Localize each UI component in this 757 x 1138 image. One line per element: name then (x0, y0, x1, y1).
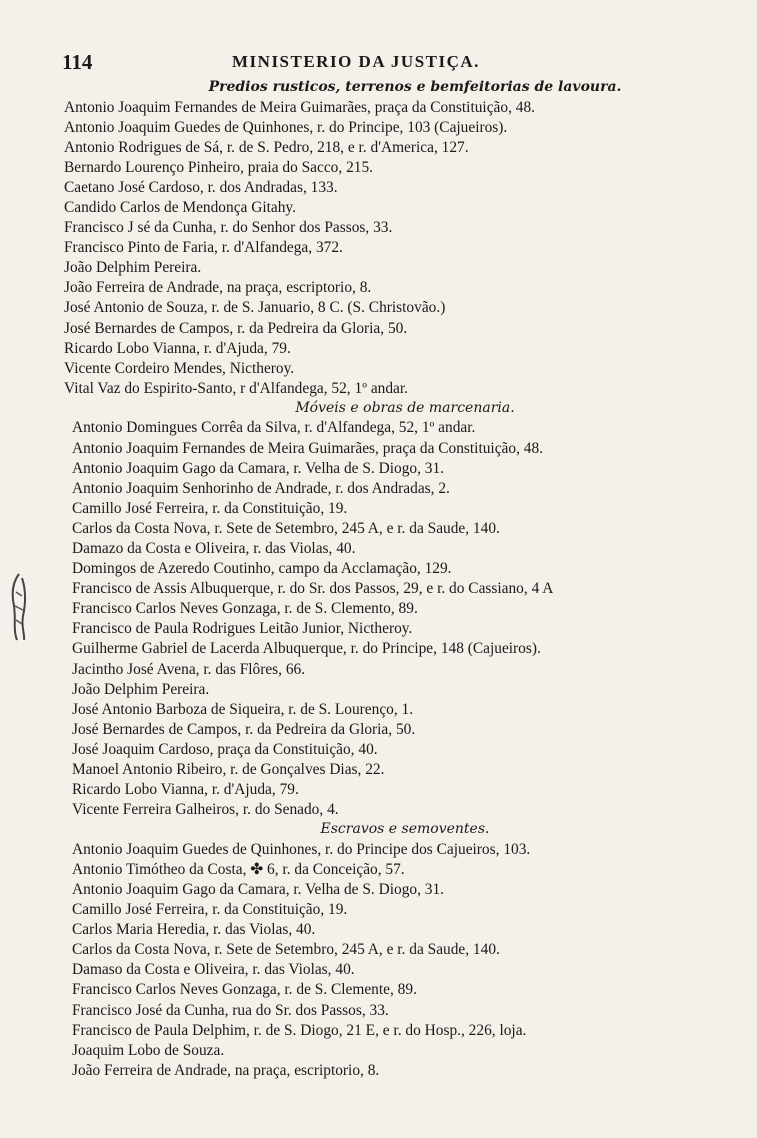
directory-entry: Antonio Joaquim Fernandes de Meira Guimarães, praça da Constituição, 48. (64, 98, 535, 116)
directory-entry: Francisco de Paula Delphim, r. de S. Diogo, 21 E, e r. do Hosp., 226, loja. (72, 1021, 527, 1039)
directory-entry: José Antonio Barboza de Siqueira, r. de S. Lourenço, 1. (72, 700, 414, 718)
directory-entry: Antonio Joaquim Guedes de Quinhones, r. do Principe dos Cajueiros, 103. (72, 840, 531, 858)
directory-entry: João Delphim Pereira. (72, 680, 210, 698)
directory-entry: Bernardo Lourenço Pinheiro, praia do Sacco, 215. (64, 158, 373, 176)
directory-entry: Francisco Pinto de Faria, r. d'Alfandega, 372. (64, 239, 343, 257)
directory-entry: Ricardo Lobo Vianna, r. d'Ajuda, 79. (64, 339, 291, 357)
directory-entry: José Joaquim Cardoso, praça da Constituição, 40. (72, 740, 378, 758)
directory-entry: Francisco J sé da Cunha, r. do Senhor dos Passos, 33. (64, 219, 393, 237)
directory-entry: Damaso da Costa e Oliveira, r. das Violas, 40. (72, 961, 355, 979)
directory-entry: João Ferreira de Andrade, na praça, escriptorio, 8. (64, 279, 372, 297)
directory-entry: Antonio Rodrigues de Sá, r. de S. Pedro, 218, e r. d'America, 127. (64, 138, 469, 156)
directory-entry: Joaquim Lobo de Souza. (72, 1041, 225, 1059)
margin-ink-mark (8, 572, 30, 642)
directory-entry: Caetano José Cardoso, r. dos Andradas, 133. (64, 178, 338, 196)
directory-entry: Francisco Carlos Neves Gonzaga, r. de S. Clemente, 89. (72, 981, 417, 999)
directory-entry: Vital Vaz do Espirito-Santo, r d'Alfandega, 52, 1º andar. (64, 379, 408, 397)
directory-entry: Vicente Cordeiro Mendes, Nictheroy. (64, 359, 295, 377)
directory-entry: José Antonio de Souza, r. de S. Januario, 8 C. (S. Christovão.) (64, 299, 446, 317)
directory-entry: Vicente Ferreira Galheiros, r. do Senado, 4. (72, 801, 339, 819)
directory-entry: José Bernardes de Campos, r. da Pedreira da Gloria, 50. (72, 720, 416, 738)
directory-entry: Candido Carlos de Mendonça Gitahy. (64, 198, 296, 216)
body-text (60, 78, 710, 1081)
directory-entry: Camillo José Ferreira, r. da Constituição, 19. (72, 901, 348, 919)
directory-entry: Antonio Joaquim Guedes de Quinhones, r. do Principe, 103 (Cajueiros). (64, 118, 508, 136)
directory-entry: Carlos da Costa Nova, r. Sete de Setembro, 245 A, e r. da Saude, 140. (72, 519, 500, 537)
page-number: 114 (62, 50, 93, 74)
directory-entry: Carlos da Costa Nova, r. Sete de Setembro, 245 A, e r. da Saude, 140. (72, 941, 500, 959)
directory-entry: João Delphim Pereira. (64, 259, 202, 277)
directory-entry: Jacintho José Avena, r. das Flôres, 66. (72, 660, 306, 678)
page-header (62, 42, 702, 74)
directory-entry: Damazo da Costa e Oliveira, r. das Violas, 40. (72, 539, 356, 557)
directory-entry: Francisco de Assis Albuquerque, r. do Sr. dos Passos, 29, e r. do Cassiano, 4 A (72, 580, 554, 598)
directory-entry: Francisco de Paula Rodrigues Leitão Junior, Nictheroy. (72, 620, 413, 638)
directory-entry: Ricardo Lobo Vianna, r. d'Ajuda, 79. (72, 781, 299, 799)
directory-entry: José Bernardes de Campos, r. da Pedreira da Gloria, 50. (64, 319, 408, 337)
directory-entry: Guilherme Gabriel de Lacerda Albuquerque, r. do Principe, 148 (Cajueiros). (72, 640, 541, 658)
running-head: MINISTERIO DA JUSTIÇA. (232, 52, 480, 71)
directory-entry: João Ferreira de Andrade, na praça, escriptorio, 8. (72, 1061, 380, 1079)
directory-entry: Manoel Antonio Ribeiro, r. de Gonçalves Dias, 22. (72, 761, 385, 778)
directory-entry: Antonio Joaquim Fernandes de Meira Guimarães, praça da Constituição, 48. (72, 439, 543, 457)
directory-entry: Antonio Timótheo da Costa, ✤ 6, r. da Conceição, 57. (72, 860, 405, 878)
section-title: Escravos e semoventes. (320, 821, 490, 838)
directory-entry: Antonio Domingues Corrêa da Silva, r. d'Alfandega, 52, 1º andar. (72, 419, 476, 437)
section-title: Móveis e obras de marcenaria. (295, 399, 515, 416)
section-title: Predios rusticos, terrenos e bemfeitorias de lavoura. (208, 79, 622, 95)
directory-entry: Francisco José da Cunha, rua do Sr. dos Passos, 33. (72, 1001, 389, 1019)
directory-entry: Francisco Carlos Neves Gonzaga, r. de S. Clemento, 89. (72, 600, 418, 618)
directory-entry: Antonio Joaquim Senhorinho de Andrade, r. dos Andradas, 2. (72, 479, 450, 497)
directory-entry: Carlos Maria Heredia, r. das Violas, 40. (72, 921, 316, 939)
directory-entry: Antonio Joaquim Gago da Camara, r. Velha de S. Diogo, 31. (72, 880, 445, 898)
directory-entry: Camillo José Ferreira, r. da Constituição, 19. (72, 499, 348, 517)
directory-entry: Domingos de Azeredo Coutinho, campo da Acclamação, 129. (72, 560, 452, 578)
directory-entry: Antonio Joaquim Gago da Camara, r. Velha de S. Diogo, 31. (72, 459, 445, 477)
